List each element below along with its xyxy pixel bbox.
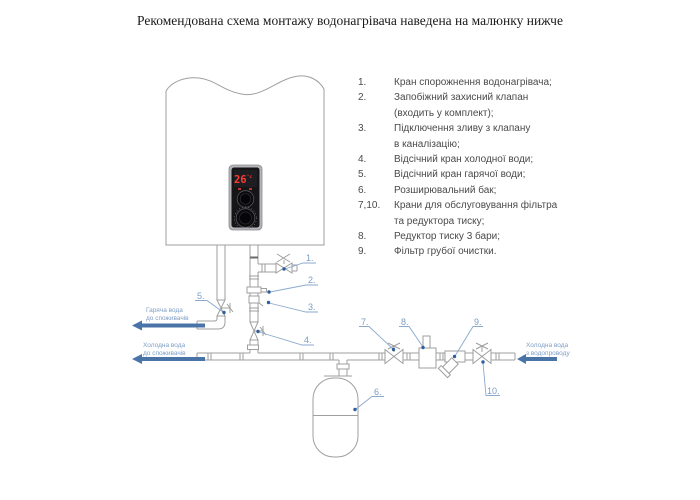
legend-num: 3. (358, 123, 367, 135)
cold-in-label: Холодна вода (526, 342, 569, 349)
pipe-coupling (248, 345, 259, 350)
legend-text: Розширювальний бак; (394, 184, 497, 196)
legend-text: Редуктор тиску 3 бари; (394, 231, 501, 243)
callout-2: 2. (308, 275, 316, 285)
legend-text: Підключення зливу з клапану (394, 123, 531, 135)
legend-num: 9. (358, 246, 367, 258)
service-valve-10 (473, 343, 491, 364)
flow-labels (143, 307, 570, 357)
legend-text: Крани для обслуговування фільтра (394, 200, 558, 212)
control-panel (229, 165, 262, 230)
callout-10: 10. (487, 386, 500, 396)
pressure-reducer (419, 336, 436, 368)
legend-num: 4. (358, 154, 367, 166)
callout-8: 8. (401, 317, 409, 327)
hot-out-label2: до споживачів (146, 315, 189, 322)
legend-text: та редуктора тиску; (394, 215, 485, 227)
knob-top-inner[interactable] (240, 194, 251, 205)
callout-7: 7. (361, 317, 369, 327)
hot-shutoff-valve-icon (217, 300, 225, 308)
cold-main-pipe (197, 353, 515, 360)
display-indicator-right (249, 188, 252, 190)
page-title: Рекомендована схема монтажу водонагрівача наведена на малюнку нижче (137, 13, 563, 28)
coarse-filter (438, 351, 465, 378)
hot-out-arrow-icon (132, 321, 205, 331)
flow-arrows (132, 321, 557, 365)
drain-branch (258, 264, 276, 272)
callout-3: 3. (308, 302, 316, 312)
callout-numbers (197, 253, 500, 397)
cold-out-label: Холодна вода (143, 342, 186, 349)
valve1-handle-icon (277, 254, 290, 264)
legend-num: 5. (358, 169, 367, 181)
legend-text: Кран спорожнення водонагрівача; (394, 77, 552, 88)
legend-text: Фільтр грубої очистки. (394, 246, 497, 258)
expansion-tank (313, 360, 358, 457)
cold-out-label2: до споживачів (143, 350, 186, 357)
legend-text: Відсічний кран гарячої води; (394, 169, 526, 181)
sewer-drain-fitting (249, 296, 259, 303)
cold-riser-pipe (247, 245, 297, 353)
legend-text: (входить у комплект); (394, 107, 494, 119)
legend-num: 6. (358, 184, 367, 196)
knob-bottom-inner[interactable] (240, 212, 252, 224)
legend-num: 7,10. (358, 200, 381, 212)
legend-num: 2. (358, 92, 367, 104)
legend-text: Відсічний кран холодної води; (394, 154, 534, 166)
legend-num: 8. (358, 231, 367, 243)
callout-6: 6. (374, 387, 382, 397)
legend-num: 1. (358, 77, 367, 88)
legend-text: в каналізацію; (394, 138, 460, 150)
hot-water-pipe (197, 245, 233, 329)
valve10-handle-icon (476, 343, 488, 352)
cold-in-label2: з водопроводу (526, 350, 570, 357)
safety-valve-icon (247, 287, 261, 293)
callout-1: 1. (306, 253, 314, 263)
service-valve-7 (385, 343, 403, 364)
cold-shutoff-valve-icon (250, 322, 258, 331)
hot-out-label: Гаряча вода (146, 307, 183, 314)
legend-text: Запобіжний захисний клапан (394, 92, 529, 104)
expansion-tank-body (313, 378, 358, 457)
display-indicator-left (238, 188, 241, 190)
callout-9: 9. (474, 317, 482, 327)
temperature-display: $26^{^\circ c}$ (233, 174, 253, 186)
callout-4: 4. (304, 335, 312, 345)
callout-5: 5. (197, 291, 205, 301)
